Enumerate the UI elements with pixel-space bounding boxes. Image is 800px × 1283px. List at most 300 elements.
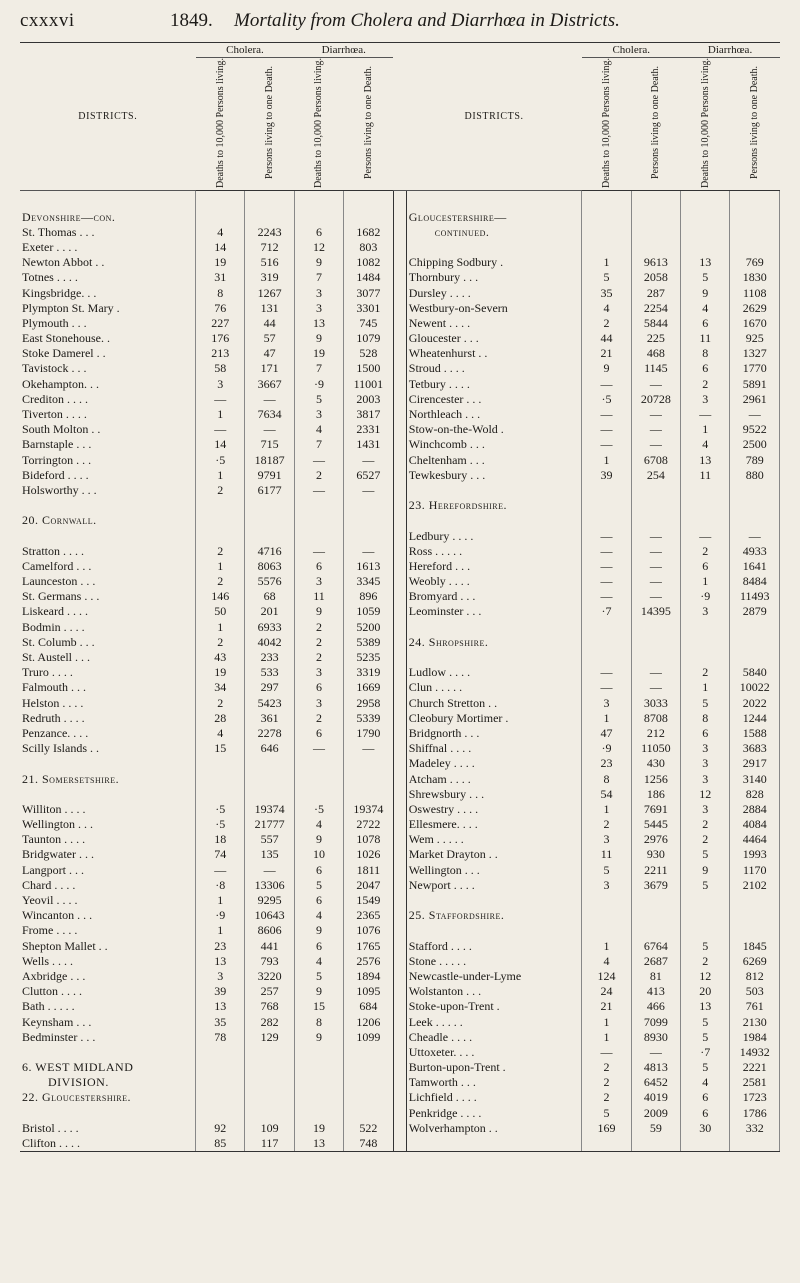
- right-cholera-persons: 2058: [631, 270, 680, 285]
- column-divider: [393, 361, 406, 376]
- right-cholera-deaths: 1: [582, 1014, 631, 1029]
- left-diarrhoea-deaths: 9: [294, 984, 343, 999]
- left-diarrhoea-deaths: 6: [294, 725, 343, 740]
- right-district-name: Northleach . . .: [408, 407, 481, 422]
- left-cholera-deaths: 34: [196, 680, 245, 695]
- right-diarrhoea-persons: 1723: [730, 1090, 780, 1105]
- left-district-name: Truro . . . .: [22, 665, 73, 680]
- right-cholera-deaths: 21: [582, 346, 631, 361]
- right-cholera-persons: 2687: [631, 953, 680, 968]
- right-diarrhoea-persons: 2581: [730, 1075, 780, 1090]
- right-cholera-persons: 186: [631, 786, 680, 801]
- right-cholera-persons: 2254: [631, 300, 680, 315]
- column-divider: [393, 467, 406, 482]
- right-cholera-persons: 20728: [631, 391, 680, 406]
- column-divider: [393, 634, 406, 649]
- left-diarrhoea-persons: 1790: [344, 725, 393, 740]
- col-cholera-persons-right: Persons living to one Death.: [631, 58, 680, 191]
- left-cholera-persons: 68: [245, 589, 294, 604]
- left-diarrhoea-deaths: 3: [294, 406, 343, 421]
- right-diarrhoea-deaths: 9: [681, 285, 730, 300]
- left-cholera-persons: [245, 1044, 294, 1059]
- left-diarrhoea-deaths: 6: [294, 680, 343, 695]
- left-cholera-persons: —: [245, 391, 294, 406]
- right-cholera-deaths: [582, 923, 631, 938]
- left-diarrhoea-deaths: ·5: [294, 801, 343, 816]
- right-diarrhoea-deaths: 4: [681, 300, 730, 315]
- left-district-name: Falmouth . . .: [22, 680, 87, 695]
- table-row: [20, 771, 780, 786]
- left-diarrhoea-persons: —: [344, 741, 393, 756]
- right-cholera-persons: —: [631, 574, 680, 589]
- left-cholera-deaths: 4: [196, 725, 245, 740]
- left-district-name: St. Austell . . .: [22, 650, 91, 665]
- table-row: [20, 270, 780, 285]
- right-cholera-persons: 6764: [631, 938, 680, 953]
- right-district-name: Newport . . . .: [408, 877, 475, 892]
- left-cholera-deaths: [196, 771, 245, 786]
- left-diarrhoea-deaths: 13: [294, 315, 343, 330]
- right-cholera-persons: [631, 239, 680, 254]
- right-cholera-persons: 1256: [631, 771, 680, 786]
- right-cholera-persons: —: [631, 437, 680, 452]
- table-row: [20, 817, 780, 832]
- left-cholera-deaths: 1: [196, 923, 245, 938]
- right-diarrhoea-deaths: 5: [681, 1029, 730, 1044]
- right-cholera-persons: [631, 923, 680, 938]
- right-diarrhoea-persons: 1830: [730, 270, 780, 285]
- left-district-name: Holsworthy . . .: [22, 482, 97, 497]
- column-divider: [393, 1120, 406, 1135]
- left-cholera-persons: 297: [245, 680, 294, 695]
- right-cholera-deaths: 47: [582, 725, 631, 740]
- right-diarrhoea-deaths: 6: [681, 558, 730, 573]
- left-cholera-deaths: 78: [196, 1029, 245, 1044]
- right-cholera-deaths: —: [582, 1044, 631, 1059]
- left-district-name: [20, 786, 196, 801]
- table-row: [20, 999, 780, 1014]
- right-diarrhoea-deaths: 5: [681, 1060, 730, 1075]
- table-row: [20, 239, 780, 254]
- left-diarrhoea-deaths: 4: [294, 817, 343, 832]
- column-divider: [393, 1075, 406, 1090]
- left-diarrhoea-deaths: 7: [294, 437, 343, 452]
- right-diarrhoea-persons: 769: [730, 255, 780, 270]
- left-cholera-deaths: 13: [196, 999, 245, 1014]
- left-diarrhoea-persons: [344, 498, 393, 513]
- column-divider: [393, 1090, 406, 1105]
- table-row: [20, 756, 780, 771]
- right-diarrhoea-persons: 2022: [730, 695, 780, 710]
- left-cholera-persons: 257: [245, 984, 294, 999]
- left-diarrhoea-persons: 1549: [344, 892, 393, 907]
- left-cholera-persons: 516: [245, 255, 294, 270]
- right-cholera-persons: 11050: [631, 741, 680, 756]
- table-row: [20, 619, 780, 634]
- left-diarrhoea-deaths: 2: [294, 467, 343, 482]
- left-district-name: Totnes . . . .: [22, 270, 78, 285]
- districts-header-right: DISTRICTS.: [406, 43, 582, 191]
- right-cholera-deaths: 2: [582, 1075, 631, 1090]
- table-row: [20, 331, 780, 346]
- table-row: [20, 315, 780, 330]
- right-diarrhoea-deaths: ·9: [681, 589, 730, 604]
- right-diarrhoea-persons: 1786: [730, 1105, 780, 1120]
- left-cholera-persons: [245, 1090, 294, 1105]
- left-cholera-deaths: 74: [196, 847, 245, 862]
- right-diarrhoea-deaths: [681, 191, 730, 225]
- left-district-name: Newton Abbot . .: [22, 255, 105, 270]
- left-diarrhoea-deaths: [294, 1105, 343, 1120]
- left-district-name: Bridgwater . . .: [22, 847, 94, 862]
- column-divider: [393, 498, 406, 513]
- left-cholera-deaths: 15: [196, 741, 245, 756]
- left-district-name: Frome . . . .: [22, 923, 78, 938]
- right-diarrhoea-persons: 10022: [730, 680, 780, 695]
- left-diarrhoea-persons: [344, 771, 393, 786]
- left-diarrhoea-persons: 1682: [344, 224, 393, 239]
- right-cholera-persons: 2976: [631, 832, 680, 847]
- left-cholera-deaths: [196, 756, 245, 771]
- left-cholera-persons: 1267: [245, 285, 294, 300]
- right-cholera-persons: [631, 513, 680, 528]
- left-district-name: Scilly Islands . .: [22, 741, 99, 756]
- right-diarrhoea-deaths: 3: [681, 391, 730, 406]
- table-row: [20, 832, 780, 847]
- table-row: [20, 984, 780, 999]
- left-cholera-deaths: ·9: [196, 908, 245, 923]
- left-cholera-persons: 441: [245, 938, 294, 953]
- right-diarrhoea-persons: 3683: [730, 741, 780, 756]
- right-cholera-persons: —: [631, 422, 680, 437]
- column-divider: [393, 756, 406, 771]
- left-diarrhoea-deaths: 12: [294, 239, 343, 254]
- right-diarrhoea-persons: 1108: [730, 285, 780, 300]
- left-diarrhoea-deaths: [294, 1060, 343, 1075]
- right-cholera-deaths: 3: [582, 877, 631, 892]
- left-cholera-persons: 131: [245, 300, 294, 315]
- column-divider: [393, 558, 406, 573]
- left-district-name: Liskeard . . . .: [22, 604, 88, 619]
- left-cholera-persons: 8606: [245, 923, 294, 938]
- left-cholera-persons: [245, 786, 294, 801]
- right-diarrhoea-deaths: [681, 619, 730, 634]
- table-body: [20, 191, 780, 1152]
- right-district-name: [406, 513, 582, 528]
- right-district-name: Cheadle . . . .: [408, 1029, 473, 1044]
- left-diarrhoea-deaths: 3: [294, 300, 343, 315]
- right-diarrhoea-deaths: 6: [681, 315, 730, 330]
- left-diarrhoea-deaths: 4: [294, 953, 343, 968]
- table-row: [20, 255, 780, 270]
- left-diarrhoea-deaths: 13: [294, 1135, 343, 1151]
- right-diarrhoea-persons: 1327: [730, 346, 780, 361]
- right-cholera-deaths: 1: [582, 938, 631, 953]
- right-cholera-deaths: —: [582, 528, 631, 543]
- right-diarrhoea-deaths: 1: [681, 422, 730, 437]
- left-cholera-persons: [245, 771, 294, 786]
- left-cholera-deaths: 1: [196, 558, 245, 573]
- right-cholera-deaths: 2: [582, 1090, 631, 1105]
- column-divider: [393, 376, 406, 391]
- right-cholera-persons: 5445: [631, 817, 680, 832]
- right-district-name: Stow-on-the-Wold .: [408, 422, 504, 437]
- right-cholera-deaths: 54: [582, 786, 631, 801]
- table-row: [20, 1060, 780, 1075]
- column-divider: [393, 771, 406, 786]
- left-diarrhoea-persons: 3345: [344, 574, 393, 589]
- left-cholera-persons: —: [245, 862, 294, 877]
- left-district-name: Plympton St. Mary .: [22, 300, 120, 315]
- column-divider: [393, 892, 406, 907]
- left-cholera-persons: 282: [245, 1014, 294, 1029]
- right-district-name: 23. Herefordshire.: [408, 498, 507, 513]
- right-cholera-deaths: 3: [582, 695, 631, 710]
- right-diarrhoea-deaths: 3: [681, 604, 730, 619]
- left-district-name: Taunton . . . .: [22, 832, 86, 847]
- left-diarrhoea-persons: —: [344, 482, 393, 497]
- right-district-name: Leek . . . . .: [408, 1014, 463, 1029]
- left-diarrhoea-deaths: 19: [294, 1120, 343, 1135]
- right-diarrhoea-deaths: 4: [681, 1075, 730, 1090]
- right-diarrhoea-persons: —: [730, 528, 780, 543]
- right-diarrhoea-deaths: 5: [681, 877, 730, 892]
- col-cholera-deaths-right: Deaths to 10,000 Persons living.: [582, 58, 631, 191]
- left-diarrhoea-deaths: 9: [294, 832, 343, 847]
- left-cholera-persons: 7634: [245, 406, 294, 421]
- right-district-name: Shiffnal . . . .: [408, 741, 472, 756]
- left-diarrhoea-deaths: 15: [294, 999, 343, 1014]
- right-cholera-persons: 287: [631, 285, 680, 300]
- left-cholera-deaths: [196, 1075, 245, 1090]
- column-divider: [393, 877, 406, 892]
- right-diarrhoea-persons: 503: [730, 984, 780, 999]
- right-diarrhoea-deaths: 9: [681, 862, 730, 877]
- left-district-name: 6. WEST MIDLAND: [22, 1060, 134, 1075]
- right-cholera-persons: 930: [631, 847, 680, 862]
- right-diarrhoea-deaths: 1: [681, 574, 730, 589]
- left-diarrhoea-deaths: 3: [294, 574, 343, 589]
- right-diarrhoea-deaths: 13: [681, 255, 730, 270]
- left-cholera-deaths: 28: [196, 710, 245, 725]
- right-cholera-deaths: 4: [582, 953, 631, 968]
- right-diarrhoea-deaths: [681, 649, 730, 664]
- group-header-row: [20, 43, 780, 58]
- right-diarrhoea-deaths: 12: [681, 786, 730, 801]
- right-diarrhoea-deaths: 3: [681, 801, 730, 816]
- table-row: [20, 1135, 780, 1151]
- column-divider: [393, 649, 406, 664]
- left-district-name: Plymouth . . .: [22, 315, 87, 330]
- left-diarrhoea-deaths: 3: [294, 695, 343, 710]
- table-row: [20, 923, 780, 938]
- right-district-name: Atcham . . . .: [408, 771, 471, 786]
- left-diarrhoea-persons: [344, 1060, 393, 1075]
- right-district-name: Dursley . . . .: [408, 285, 471, 300]
- left-diarrhoea-deaths: 9: [294, 923, 343, 938]
- left-diarrhoea-persons: 1613: [344, 558, 393, 573]
- table-row: [20, 968, 780, 983]
- left-district-name: Wincanton . . .: [22, 908, 93, 923]
- right-district-name: [406, 1135, 582, 1151]
- right-cholera-deaths: [582, 908, 631, 923]
- right-diarrhoea-deaths: [681, 1135, 730, 1151]
- left-cholera-deaths: 146: [196, 589, 245, 604]
- right-cholera-deaths: [582, 191, 631, 225]
- right-diarrhoea-deaths: [681, 239, 730, 254]
- right-cholera-persons: —: [631, 406, 680, 421]
- right-diarrhoea-persons: 14932: [730, 1044, 780, 1059]
- right-district-name: [406, 892, 582, 907]
- left-cholera-persons: 4716: [245, 543, 294, 558]
- right-diarrhoea-deaths: 4: [681, 437, 730, 452]
- left-diarrhoea-persons: 1059: [344, 604, 393, 619]
- right-diarrhoea-deaths: 3: [681, 771, 730, 786]
- table-row: [20, 786, 780, 801]
- left-diarrhoea-persons: 1765: [344, 938, 393, 953]
- table-row: [20, 1120, 780, 1135]
- left-diarrhoea-persons: 2003: [344, 391, 393, 406]
- left-district-name: St. Columb . . .: [22, 634, 95, 649]
- right-diarrhoea-persons: 6269: [730, 953, 780, 968]
- table-row: [20, 1075, 780, 1090]
- column-divider: [393, 619, 406, 634]
- left-cholera-deaths: [196, 498, 245, 513]
- left-diarrhoea-deaths: [294, 191, 343, 225]
- right-cholera-persons: 468: [631, 346, 680, 361]
- left-diarrhoea-persons: 3817: [344, 406, 393, 421]
- left-cholera-deaths: 19: [196, 665, 245, 680]
- table-row: [20, 574, 780, 589]
- column-divider: [393, 285, 406, 300]
- left-cholera-deaths: 1: [196, 406, 245, 421]
- right-cholera-persons: 4813: [631, 1060, 680, 1075]
- column-divider: [393, 346, 406, 361]
- left-cholera-deaths: 176: [196, 331, 245, 346]
- left-cholera-deaths: 92: [196, 1120, 245, 1135]
- right-district-name: Stoke-upon-Trent .: [408, 999, 500, 1014]
- right-diarrhoea-persons: 880: [730, 467, 780, 482]
- left-diarrhoea-persons: 1206: [344, 1014, 393, 1029]
- right-diarrhoea-deaths: —: [681, 528, 730, 543]
- right-diarrhoea-persons: [730, 908, 780, 923]
- right-district-name: Bromyard . . .: [408, 589, 476, 604]
- right-diarrhoea-persons: 332: [730, 1120, 780, 1135]
- right-cholera-persons: 413: [631, 984, 680, 999]
- left-diarrhoea-deaths: [294, 513, 343, 528]
- column-divider: [393, 1014, 406, 1029]
- right-diarrhoea-persons: [730, 923, 780, 938]
- left-diarrhoea-deaths: 2: [294, 619, 343, 634]
- right-district-name: Wellington . . .: [408, 862, 480, 877]
- column-divider: [393, 604, 406, 619]
- left-diarrhoea-persons: [344, 1075, 393, 1090]
- right-diarrhoea-persons: [730, 619, 780, 634]
- right-diarrhoea-persons: 4084: [730, 817, 780, 832]
- right-cholera-deaths: 35: [582, 285, 631, 300]
- right-cholera-persons: [631, 908, 680, 923]
- right-district-name: Stone . . . . .: [408, 953, 467, 968]
- left-cholera-persons: 4042: [245, 634, 294, 649]
- right-diarrhoea-persons: 2879: [730, 604, 780, 619]
- left-diarrhoea-deaths: 6: [294, 892, 343, 907]
- left-district-name: Williton . . . .: [22, 801, 86, 816]
- left-cholera-persons: 201: [245, 604, 294, 619]
- right-diarrhoea-persons: 2884: [730, 801, 780, 816]
- right-district-name: Tewkesbury . . .: [408, 467, 486, 482]
- right-diarrhoea-persons: 1845: [730, 938, 780, 953]
- left-diarrhoea-persons: 2047: [344, 877, 393, 892]
- left-cholera-deaths: ·5: [196, 452, 245, 467]
- table-row: [20, 604, 780, 619]
- right-cholera-persons: 59: [631, 1120, 680, 1135]
- left-cholera-persons: [245, 1105, 294, 1120]
- table-row: [20, 452, 780, 467]
- right-cholera-persons: 2009: [631, 1105, 680, 1120]
- right-district-name: Tetbury . . . .: [408, 376, 470, 391]
- left-cholera-deaths: 58: [196, 361, 245, 376]
- left-diarrhoea-deaths: 4: [294, 422, 343, 437]
- left-district-name: Crediton . . . .: [22, 391, 88, 406]
- right-cholera-persons: 7691: [631, 801, 680, 816]
- right-district-name: Ross . . . . .: [408, 543, 463, 558]
- right-cholera-deaths: —: [582, 543, 631, 558]
- right-district-name: Oswestry . . . .: [408, 801, 479, 816]
- right-district-name: [406, 923, 582, 938]
- left-diarrhoea-persons: 3077: [344, 285, 393, 300]
- table-row: [20, 558, 780, 573]
- left-cholera-persons: 171: [245, 361, 294, 376]
- left-diarrhoea-deaths: [294, 756, 343, 771]
- left-diarrhoea-persons: [344, 1090, 393, 1105]
- left-cholera-deaths: [196, 1105, 245, 1120]
- left-diarrhoea-deaths: [294, 786, 343, 801]
- right-district-name: Westbury-on-Severn: [408, 300, 508, 315]
- left-cholera-persons: 2243: [245, 224, 294, 239]
- right-diarrhoea-deaths: 20: [681, 984, 730, 999]
- right-district-name: Wolstanton . . .: [408, 984, 482, 999]
- left-diarrhoea-persons: 5339: [344, 710, 393, 725]
- left-cholera-persons: 3220: [245, 968, 294, 983]
- table-row: [20, 741, 780, 756]
- right-cholera-deaths: 2: [582, 1060, 631, 1075]
- right-diarrhoea-deaths: 3: [681, 741, 730, 756]
- right-diarrhoea-persons: [730, 634, 780, 649]
- left-diarrhoea-persons: [344, 191, 393, 225]
- table-row: [20, 1105, 780, 1120]
- right-diarrhoea-deaths: 2: [681, 953, 730, 968]
- left-diarrhoea-deaths: 10: [294, 847, 343, 862]
- left-cholera-persons: 2278: [245, 725, 294, 740]
- left-cholera-deaths: 2: [196, 543, 245, 558]
- left-diarrhoea-deaths: [294, 528, 343, 543]
- right-diarrhoea-persons: [730, 513, 780, 528]
- left-district-name: Chard . . . .: [22, 877, 76, 892]
- right-cholera-deaths: —: [582, 574, 631, 589]
- right-diarrhoea-persons: 2500: [730, 437, 780, 452]
- right-district-name: [406, 619, 582, 634]
- right-district-name: [406, 482, 582, 497]
- left-cholera-deaths: 85: [196, 1135, 245, 1151]
- left-cholera-deaths: 2: [196, 634, 245, 649]
- right-diarrhoea-persons: [730, 482, 780, 497]
- left-cholera-persons: 6933: [245, 619, 294, 634]
- right-district-name: Stroud . . . .: [408, 361, 465, 376]
- left-cholera-deaths: 43: [196, 649, 245, 664]
- right-district-name: Market Drayton . .: [408, 847, 498, 862]
- left-diarrhoea-persons: 1095: [344, 984, 393, 999]
- left-cholera-persons: 6177: [245, 482, 294, 497]
